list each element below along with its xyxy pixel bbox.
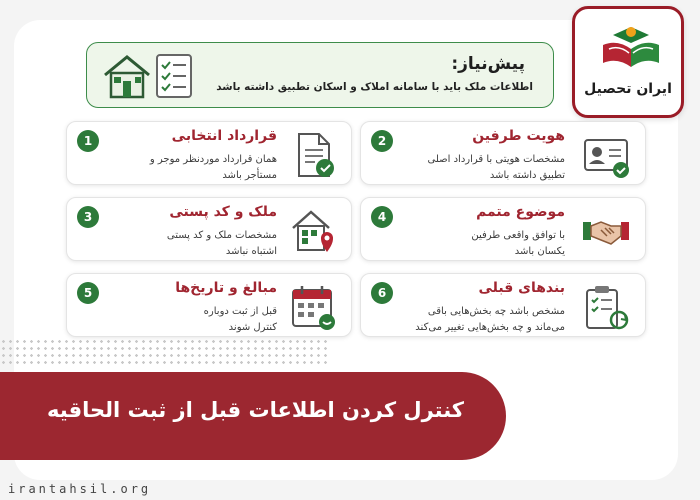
- house-location-icon: [289, 206, 339, 256]
- card-number: 4: [371, 206, 393, 228]
- dot-pattern: [0, 338, 330, 368]
- card-description-line: یکسان باشد: [514, 246, 565, 257]
- card-description-line: کنترل شوند: [228, 322, 277, 333]
- card-description-line: مستأجر باشد: [222, 170, 277, 181]
- card-title: بندهای قبلی: [478, 280, 565, 296]
- card-number: 5: [77, 282, 99, 304]
- card-description-line: قبل از ثبت دوباره: [203, 306, 277, 317]
- card-number: 2: [371, 130, 393, 152]
- card-property: [66, 197, 352, 261]
- banner-title: کنترل کردن اطلاعات قبل از ثبت الحاقیه: [47, 398, 464, 422]
- card-description: [415, 228, 565, 260]
- card-description: [415, 152, 565, 184]
- card-number: 6: [371, 282, 393, 304]
- card-amounts: [66, 273, 352, 337]
- logo-text: ایران تحصیل: [584, 81, 672, 97]
- card-title: مبالغ و تاریخ‌ها: [175, 280, 277, 296]
- card-description: [127, 304, 277, 336]
- card-description: [385, 304, 565, 336]
- card-description-line: تطبیق داشته باشد: [489, 170, 565, 181]
- calendar-icon: [289, 282, 339, 332]
- prerequisite-box: [86, 42, 554, 108]
- clipboard-refresh-icon: [581, 282, 631, 332]
- card-description-line: مشخصات ملک و کد پستی: [166, 230, 277, 241]
- prerequisite-text: اطلاعات ملک باید با سامانه املاک و اسکان تطبیق داشته باشد: [216, 81, 533, 93]
- handshake-icon: [581, 206, 631, 256]
- title-banner: [0, 372, 506, 460]
- prerequisite-title: پیش‌نیاز:: [451, 54, 525, 74]
- card-description-line: با توافق واقعی طرفین: [471, 230, 565, 241]
- card-previous-clauses: [360, 273, 646, 337]
- card-title: هویت طرفین: [472, 128, 565, 144]
- card-description-line: مشخصات هویتی با قرارداد اصلی: [427, 154, 565, 165]
- card-title: ملک و کد پستی: [169, 204, 277, 220]
- card-title: قرارداد انتخابی: [171, 128, 277, 144]
- house-checklist-icon: [101, 51, 197, 101]
- id-card-icon: [581, 130, 631, 180]
- card-description-line: اشتباه نباشد: [225, 246, 277, 257]
- brand-logo: [572, 6, 684, 118]
- card-description: [127, 228, 277, 260]
- card-description: [127, 152, 277, 184]
- card-subject: [360, 197, 646, 261]
- site-url: irantahsil.org: [8, 482, 152, 496]
- card-title: موضوع متمم: [476, 204, 565, 220]
- card-description-line: مشخص باشد چه بخش‌هایی باقی: [427, 306, 565, 317]
- card-identity: [360, 121, 646, 185]
- card-number: 1: [77, 130, 99, 152]
- card-description-line: همان قرارداد موردنظر موجر و: [149, 154, 277, 165]
- graduation-book-logo-icon: [597, 23, 665, 73]
- document-check-icon: [289, 130, 339, 180]
- card-contract: [66, 121, 352, 185]
- card-description-line: می‌ماند و چه بخش‌هایی تغییر می‌کند: [415, 322, 565, 333]
- card-number: 3: [77, 206, 99, 228]
